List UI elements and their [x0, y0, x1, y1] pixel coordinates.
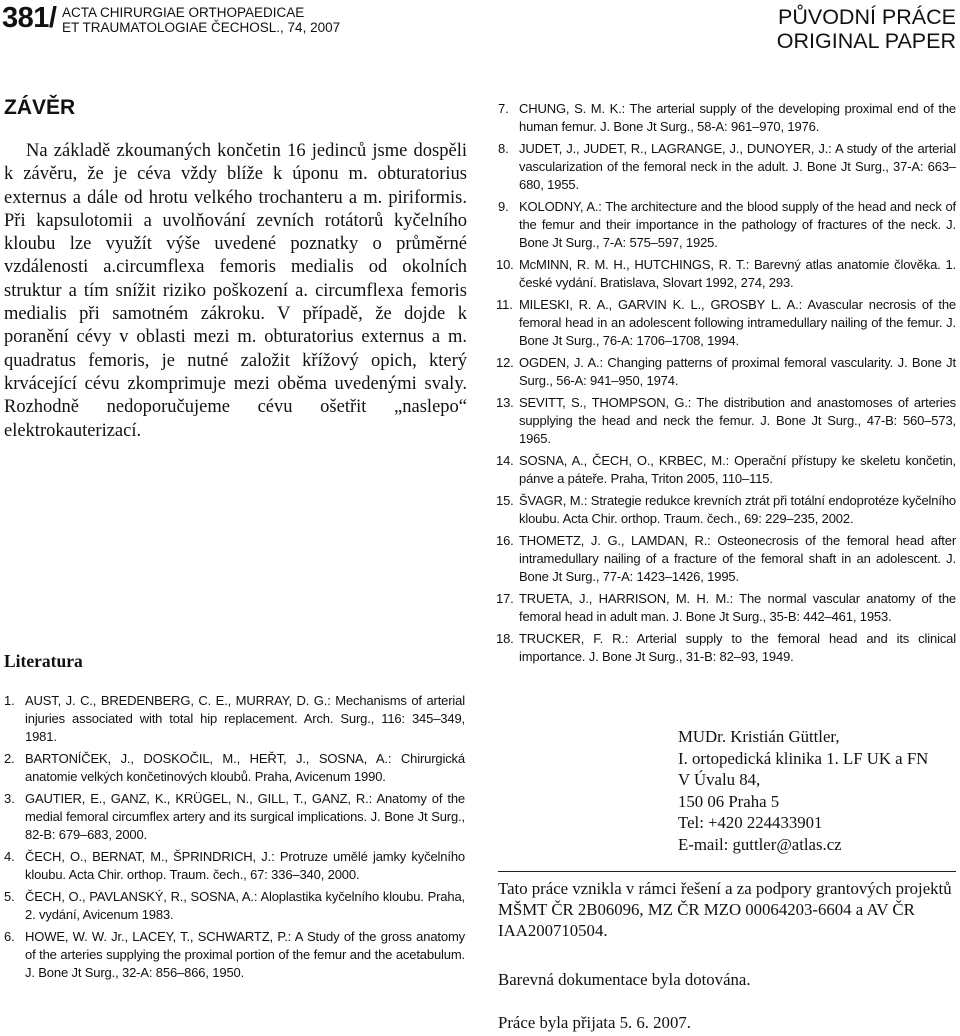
reference-item	[498, 198, 956, 252]
reference-text: JUDET, J., JUDET, R., LAGRANGE, J., DUNOYER, J.: A study of the arterial vascularization of the femoral neck in the adult. J. Bone Jt Surg., 37-A: 663–680, 1955.	[519, 141, 956, 192]
reference-text: KOLODNY, A.: The architecture and the blood supply of the head and neck of the femur and their importance in the pathology of fractures of the neck. J. Bone Jt Surg., 7-A: 575–597, 1925.	[519, 199, 956, 250]
author-address	[678, 726, 928, 856]
reference-item	[498, 100, 956, 136]
reference-text: McMINN, R. M. H., HUTCHINGS, R. T.: Barevný atlas anatomie člověka. 1. české vydání. Bratislava, Slovart 1992, 274, 293.	[519, 257, 956, 290]
reference-item	[498, 492, 956, 528]
conclusion-section	[4, 95, 467, 443]
reference-text: OGDEN, J. A.: Changing patterns of proximal femoral vascularity. J. Bone Jt Surg., 56-A: 941–950, 1974.	[519, 355, 956, 388]
reference-number: 6.	[4, 929, 15, 944]
author-email: E-mail: guttler@atlas.cz	[678, 834, 842, 854]
reference-number: 11.	[496, 297, 513, 312]
reference-number: 7.	[498, 101, 509, 116]
reference-item	[498, 452, 956, 488]
page-number: 381/	[2, 2, 57, 34]
reference-list-left	[4, 692, 465, 986]
conclusion-text: Na základě zkoumaných končetin 16 jedinců jsme dospěli k závěru, že je céva vždy blíže k úponu m. obturatorius externus a dále od hrotu velkého trochanteru a m. piriformis. Při kapsulotomii a uvolňování zevních rotátorů kyčelního kloubu lze využít výše uvedené poznatky o průměrné vzdálenosti a.circumflexa femoris medialis od okolních struktur a tím snížit riziko poškození a. circumflexa femoris medialis při samotném zákroku. V případě, že dojde k poranění cévy v oblasti mezi m. obturatorius externus a m. quadratus femoris, je nutné založit křížový opich, který krvácející cévu zkomprimuje mezi oběma uvedenými svaly. Rozhodně nedoporučujeme cévu ošetřit „naslepo“ elektrokauterizací.	[4, 141, 467, 441]
article-type-line2: ORIGINAL PAPER	[776, 29, 956, 53]
color-documentation-note: Barevná dokumentace byla dotována.	[498, 970, 751, 989]
reference-text: AUST, J. C., BREDENBERG, C. E., MURRAY, D. G.: Mechanisms of arterial injuries associated with total hip replacement. Arch. Surg., 116: 345–349, 1981.	[25, 693, 465, 744]
reference-list-right	[498, 100, 956, 666]
reference-number: 10.	[496, 257, 514, 272]
reference-item	[4, 928, 465, 982]
article-type	[777, 5, 956, 53]
reference-item	[498, 590, 956, 626]
reference-number: 17.	[496, 591, 514, 606]
grant-note: Tato práce vznikla v rámci řešení a za podpory grantových projektů MŠMT ČR 2B06096, MZ ČR MZO 00064203-6604 a AV ČR IAA200710504.	[498, 879, 952, 941]
reference-item	[4, 790, 465, 844]
reference-item	[4, 848, 465, 884]
literature-heading: Literatura	[4, 651, 83, 671]
page-header	[0, 0, 960, 56]
reference-number: 5.	[4, 889, 15, 904]
reference-item	[4, 692, 465, 746]
reference-text: MILESKI, R. A., GARVIN K. L., GROSBY L. A.: Avascular necrosis of the femoral head in an adolescent following intramedullary nailing of the femur. J. Bone Jt Surg., 76-A: 1706–1708, 1994.	[519, 297, 956, 348]
reference-text: CHUNG, S. M. K.: The arterial supply of the developing proximal end of the human femur. J. Bone Jt Surg., 58-A: 961–970, 1976.	[519, 101, 956, 134]
reference-number: 12.	[496, 355, 514, 370]
divider	[498, 871, 956, 872]
reference-number: 8.	[498, 141, 509, 156]
journal-title-line1: ACTA CHIRURGIAE ORTHOPAEDICAE	[62, 5, 305, 20]
reference-number: 3.	[4, 791, 15, 806]
reference-text: TRUCKER, F. R.: Arterial supply to the femoral head and its clinical importance. J. Bone Jt Surg., 31-B: 82–93, 1949.	[519, 631, 956, 664]
author-phone: Tel: +420 224433901	[678, 813, 823, 833]
reference-item	[498, 354, 956, 390]
reference-item	[4, 888, 465, 924]
reference-number: 15.	[496, 493, 514, 508]
reference-text: THOMETZ, J. G., LAMDAN, R.: Osteonecrosis of the femoral head after intramedullary nailing of a fracture of the femoral shaft in an adolescent. J. Bone Jt Surg., 77-A: 1423–1426, 1995.	[519, 533, 956, 584]
reference-number: 4.	[4, 849, 15, 864]
reference-item	[498, 630, 956, 666]
reference-text: SOSNA, A., ČECH, O., KRBEC, M.: Operační přístupy ke skeletu končetin, pánve a páteře. Praha, Triton 2005, 110–115.	[519, 453, 956, 486]
reference-item	[498, 296, 956, 350]
address-line: V Úvalu 84,	[678, 770, 761, 790]
reference-column-right	[498, 100, 956, 670]
reference-text: HOWE, W. W. Jr., LACEY, T., SCHWARTZ, P.: A Study of the gross anatomy of the arteries supplying the proximal portion of the femur and the acetabulum. J. Bone Jt Surg., 32-A: 856–866, 1950.	[25, 929, 465, 980]
reference-number: 2.	[4, 751, 15, 766]
reference-item	[4, 750, 465, 786]
reference-text: GAUTIER, E., GANZ, K., KRÜGEL, N., GILL, T., GANZ, R.: Anatomy of the medial femoral circumflex artery and its surgical implications. J. Bone Jt Surg., 82-B: 679–683, 2000.	[25, 791, 465, 842]
conclusion-heading: ZÁVĚR	[4, 96, 76, 119]
reference-text: ŠVAGR, M.: Strategie redukce krevních ztrát při totální endoprotéze kyčelního kloubu. Acta Chir. orthop. Traum. čech., 69: 229–235, 2002.	[519, 493, 956, 526]
reference-number: 16.	[496, 533, 514, 548]
reference-number: 1.	[4, 693, 15, 708]
reference-item	[498, 394, 956, 448]
reference-number: 18.	[496, 631, 514, 646]
reference-item	[498, 140, 956, 194]
accepted-date: Práce byla přijata 5. 6. 2007.	[498, 1013, 691, 1032]
article-type-line1: PŮVODNÍ PRÁCE	[777, 5, 956, 29]
journal-title	[62, 5, 340, 35]
address-line: 150 06 Praha 5	[678, 791, 780, 811]
reference-text: ČECH, O., PAVLANSKÝ, R., SOSNA, A.: Aloplastika kyčelního kloubu. Praha, 2. vydání, Avicenum 1983.	[25, 889, 465, 922]
reference-item	[498, 256, 956, 292]
reference-text: BARTONÍČEK, J., DOSKOČIL, M., HEŘT, J., SOSNA, A.: Chirurgická anatomie velkých končetinových kloubů. Praha, Avicenum 1990.	[25, 751, 465, 784]
reference-text: SEVITT, S., THOMPSON, G.: The distribution and anastomoses of arteries supplying the head and neck the femur. J. Bone Jt Surg., 47-B: 560–573, 1965.	[519, 395, 956, 446]
reference-text: ČECH, O., BERNAT, M., ŠPRINDRICH, J.: Protruze umělé jamky kyčelního kloubu. Acta Chir. orthop. Traum. čech., 67: 336–340, 2000.	[25, 849, 465, 882]
reference-item	[498, 532, 956, 586]
address-line: I. ortopedická klinika 1. LF UK a FN	[678, 748, 929, 768]
author-name: MUDr. Kristián Güttler,	[678, 727, 840, 746]
journal-title-line2: ET TRAUMATOLOGIAE ČECHOSL., 74, 2007	[62, 20, 341, 35]
reference-number: 9.	[498, 199, 509, 214]
reference-text: TRUETA, J., HARRISON, M. H. M.: The normal vascular anatomy of the femoral head in adult man. J. Bone Jt Surg., 35-B: 442–461, 1953.	[519, 591, 956, 624]
reference-number: 13.	[496, 395, 514, 410]
reference-number: 14.	[496, 453, 514, 468]
